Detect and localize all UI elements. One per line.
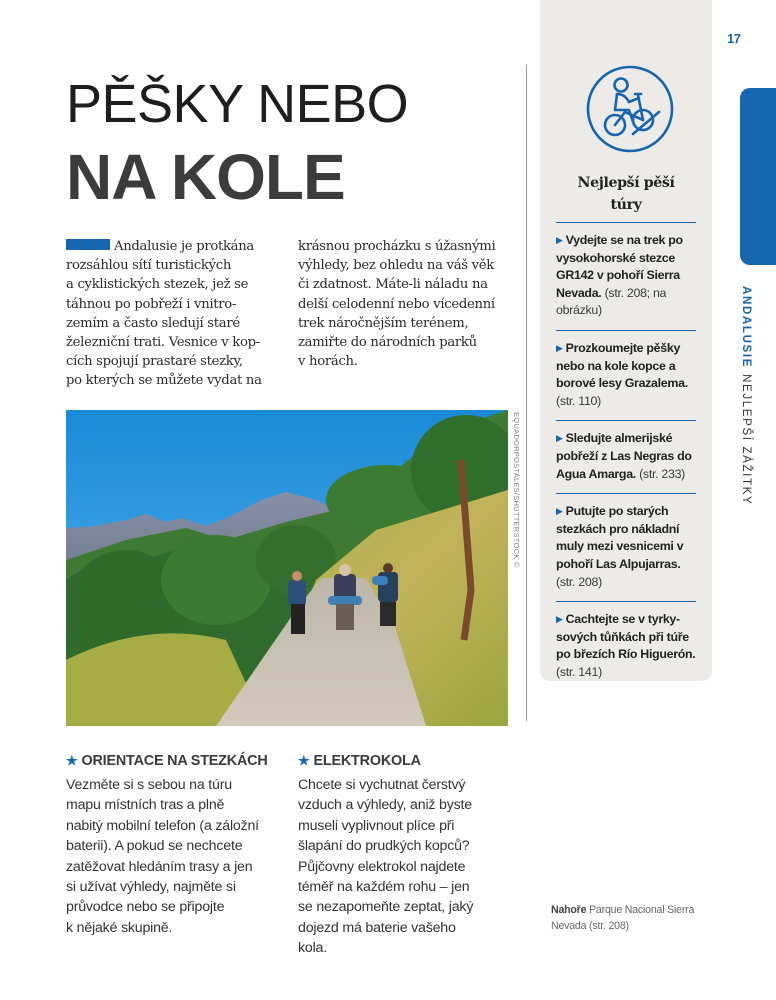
arrow-right-icon: ▶ xyxy=(556,433,563,444)
chapter-tab xyxy=(740,88,776,265)
arrow-right-icon: ▶ xyxy=(556,614,563,625)
photo-credit-text: EQUADORPOSTALES/SHUTTERSTOCK © xyxy=(512,412,521,568)
sidebar-item: ▶ Prozkoumejte pěšky nebo na kole kopce a borové lesy Grazalema. (str. 110) xyxy=(556,330,696,420)
sidebar-item: ▶ Cachtejte se v tyrky-sových tůňkách při túře po březích Río Higuerón. (str. 141) xyxy=(556,601,696,691)
sidebar-item: ▶ Putujte po starých stezkách pro nákladní muly mezi vesnicemi v pohoří Las Alpujarras. (str. 208) xyxy=(556,493,696,601)
intro-column-1 xyxy=(66,237,286,391)
article-title-line1: PĚŠKY NEBO xyxy=(66,74,409,134)
intro-text-2: krásnou procházku s úžasnými výhledy, bez ohledu na váš věk či zdatnost. Máte-li náladu na delší celodenní nebo vícedenní trek náročnějším terénem, zamiřte do národních parků v horách. xyxy=(298,239,496,370)
section-topic: NEJLEPŠÍ ZÁŽITKY xyxy=(740,374,753,506)
feature-text: Vezměte si s sebou na túru mapu místních tras a plně nabitý mobilní telefon (a záložní baterii). A pokud se nechcete zatěžovat hledáním trasy a jen si užívat výhledy, najměte si průvodce nebo se připojte k nějaké skupině. xyxy=(66,777,259,936)
intro-accent-bar xyxy=(66,239,110,250)
article-title-line2: NA KOLE xyxy=(66,141,345,213)
hikers-photo-illustration xyxy=(66,410,508,726)
arrow-right-icon: ▶ xyxy=(556,235,563,245)
section-region: ANDALUSIE xyxy=(740,286,753,369)
intro-column-2 xyxy=(298,237,518,371)
feature-heading-text: ORIENTACE NA STEZKÁCH xyxy=(81,753,268,769)
feature-heading xyxy=(298,752,526,770)
section-label xyxy=(739,286,753,526)
sidebar-list xyxy=(556,222,696,691)
sidebar-item: ▶ Sledujte almerijské pobřeží z Las Negras do Agua Amarga. (str. 233) xyxy=(556,420,696,493)
feature-heading-text: ELEKTROKOLA xyxy=(313,753,421,769)
caption-lead: Nahoře xyxy=(551,904,587,916)
hikers-photo xyxy=(66,410,508,726)
feature-text: Chcete si vychutnat čerstvý vzduch a výhledy, aniž byste museli vyplivnout plíce při šlapání do prudkých kopců? Půjčovny elektrokol najdete téměř na každém rohu – jen se nezapomeňte zeptat, jaký dojezd má baterie vašeho kola. xyxy=(298,777,474,957)
star-icon: ★ xyxy=(298,753,310,768)
feature-heading xyxy=(66,752,294,770)
sidebar-best-hikes xyxy=(540,0,712,681)
caption-text: Parque Nacional Sierra Nevada (str. 208) xyxy=(551,904,695,932)
column-divider xyxy=(526,65,527,721)
photo-credit xyxy=(510,412,522,608)
sidebar-title: Nejlepší pěší túry xyxy=(577,175,675,213)
feature-ebikes xyxy=(298,752,526,959)
cyclist-uphill-icon xyxy=(585,64,675,154)
star-icon: ★ xyxy=(66,753,78,768)
sidebar-item: ▶ Vydejte se na trek po vysokohorské stezce GR142 v pohoří Sierra Nevada. (str. 208; na obrázku) xyxy=(556,222,696,330)
intro-text-1: Andalusie je protkána rozsáhlou sítí turistických a cyklistických stezek, jež se táhnou po pobřeží i vnitro- zemím a často sledují staré železniční trati. Vesnice v kop- cích spojují prastaré stezky, po kterých se můžete vydat na xyxy=(66,239,262,389)
arrow-right-icon: ▶ xyxy=(556,342,563,353)
photo-caption xyxy=(551,903,731,934)
feature-orientation xyxy=(66,752,294,938)
arrow-right-icon: ▶ xyxy=(556,506,563,517)
page-number: 17 xyxy=(727,31,741,46)
